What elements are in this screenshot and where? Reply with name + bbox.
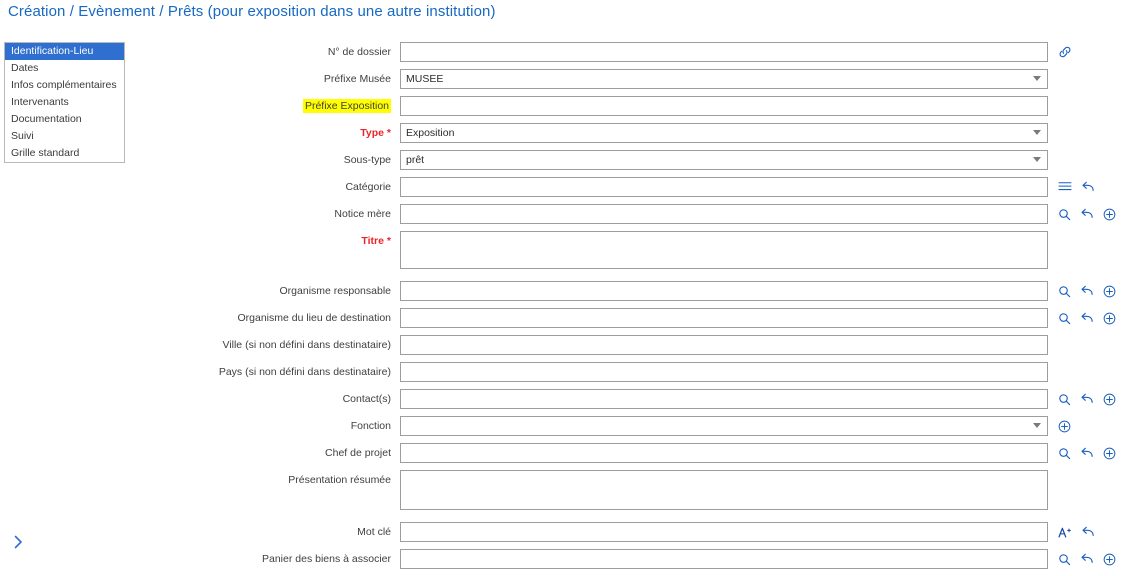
field-label [140, 549, 400, 569]
field-select[interactable] [400, 69, 1048, 89]
field-action-icons [1058, 550, 1116, 568]
form-row [140, 42, 1120, 62]
field-input[interactable] [400, 362, 1048, 382]
field-label [140, 416, 400, 436]
field-label [140, 362, 400, 382]
field-input[interactable] [400, 549, 1048, 569]
field-input[interactable] [400, 335, 1048, 355]
sidebar-item-2[interactable]: Infos complémentaires [11, 79, 117, 91]
field-label [140, 522, 400, 542]
field-action-icons [1058, 205, 1116, 223]
plus-circle-icon[interactable] [1103, 285, 1116, 298]
field-container [400, 177, 1048, 197]
form-row [140, 470, 1120, 515]
undo-icon[interactable] [1081, 526, 1095, 538]
plus-circle-icon[interactable] [1103, 447, 1116, 460]
field-label [140, 69, 400, 89]
plus-circle-icon[interactable] [1103, 393, 1116, 406]
field-action-icons [1058, 417, 1071, 435]
form-row [140, 335, 1120, 355]
search-icon[interactable] [1058, 393, 1071, 406]
field-container [400, 69, 1048, 89]
field-label [140, 231, 400, 251]
undo-icon[interactable] [1080, 285, 1094, 297]
field-select-value[interactable] [400, 69, 1048, 89]
field-action-icons [1058, 309, 1116, 327]
form-row [140, 362, 1120, 382]
sidebar-item-4[interactable]: Documentation [11, 113, 82, 125]
undo-icon[interactable] [1080, 393, 1094, 405]
field-action-icons [1058, 523, 1095, 541]
field-container [400, 281, 1048, 301]
sidebar-item-1[interactable]: Dates [11, 62, 39, 74]
search-icon[interactable] [1058, 312, 1071, 325]
form-row [140, 177, 1120, 197]
field-select-value[interactable] [400, 150, 1048, 170]
field-container [400, 204, 1048, 224]
field-input[interactable] [400, 522, 1048, 542]
field-label-text: Notice mère [334, 208, 391, 220]
field-container [400, 96, 1048, 116]
form-row [140, 281, 1120, 301]
list-icon[interactable] [1058, 181, 1072, 193]
undo-icon[interactable] [1080, 208, 1094, 220]
field-container [400, 150, 1048, 170]
field-action-icons [1058, 282, 1116, 300]
field-input[interactable] [400, 177, 1048, 197]
field-label-text: Chef de projet [325, 447, 391, 459]
field-label [140, 96, 400, 116]
field-container [400, 123, 1048, 143]
form-row [140, 123, 1120, 143]
field-container [400, 416, 1048, 436]
undo-icon[interactable] [1080, 553, 1094, 565]
form-row [140, 416, 1120, 436]
search-icon[interactable] [1058, 208, 1071, 221]
field-container [400, 549, 1048, 569]
form-row [140, 204, 1120, 224]
field-select[interactable] [400, 416, 1048, 436]
sidebar-expand-toggle[interactable] [10, 534, 28, 552]
sidebar-item-5[interactable]: Suivi [11, 130, 34, 142]
field-container [400, 42, 1048, 62]
field-label [140, 204, 400, 224]
field-label-text: Mot clé [357, 526, 391, 538]
sidebar-item-0[interactable]: Identification-Lieu [5, 43, 124, 60]
required-marker: * [386, 235, 391, 247]
field-label [140, 335, 400, 355]
plus-circle-icon[interactable] [1103, 553, 1116, 566]
field-label-text: Panier des biens à associer [262, 553, 391, 565]
field-label [140, 443, 400, 463]
field-input[interactable] [400, 443, 1048, 463]
search-icon[interactable] [1058, 447, 1071, 460]
form-row [140, 231, 1120, 274]
field-action-icons [1058, 390, 1116, 408]
field-input[interactable] [400, 389, 1048, 409]
field-action-icons [1058, 43, 1072, 61]
field-select-value[interactable] [400, 123, 1048, 143]
field-label-text: Titre [361, 235, 384, 247]
field-select[interactable] [400, 150, 1048, 170]
form-row [140, 308, 1120, 328]
undo-icon[interactable] [1081, 181, 1095, 193]
form-row [140, 549, 1120, 569]
field-label [140, 308, 400, 328]
sidebar-tab-list [4, 42, 125, 163]
field-label-text: Sous-type [343, 154, 391, 166]
field-select[interactable] [400, 123, 1048, 143]
field-label-text: Ville (si non défini dans destinataire) [222, 339, 391, 351]
page-title: Création / Evènement / Prêts (pour exposition dans une autre institution) [8, 3, 496, 20]
field-container [400, 389, 1048, 409]
field-label [140, 389, 400, 409]
field-label-text: Pays (si non défini dans destinataire) [218, 366, 391, 378]
form-row [140, 96, 1120, 116]
field-label-text: Organisme responsable [279, 285, 391, 297]
field-label [140, 123, 400, 143]
field-label [140, 470, 400, 490]
plus-circle-icon[interactable] [1103, 208, 1116, 221]
field-container [400, 231, 1048, 274]
field-label-text: Type [360, 127, 384, 139]
form-row [140, 150, 1120, 170]
text-tag-icon[interactable] [1058, 526, 1072, 539]
search-icon[interactable] [1058, 285, 1071, 298]
link-icon[interactable] [1058, 45, 1072, 59]
field-label [140, 42, 400, 62]
field-textarea[interactable] [400, 231, 1048, 269]
form-row [140, 389, 1120, 409]
form-row [140, 69, 1120, 89]
undo-icon[interactable] [1080, 312, 1094, 324]
field-label [140, 177, 400, 197]
form-row [140, 522, 1120, 542]
search-icon[interactable] [1058, 553, 1071, 566]
field-label-text: Catégorie [345, 181, 391, 193]
field-container [400, 362, 1048, 382]
field-textarea[interactable] [400, 470, 1048, 510]
sidebar-item-6[interactable]: Grille standard [11, 147, 80, 159]
plus-circle-icon[interactable] [1103, 312, 1116, 325]
field-label-text: N° de dossier [327, 46, 391, 58]
field-action-icons [1058, 178, 1095, 196]
undo-icon[interactable] [1080, 447, 1094, 459]
field-input[interactable] [400, 42, 1048, 62]
field-label-text: Préfixe Musée [323, 73, 391, 85]
field-label [140, 281, 400, 301]
field-label-text: Présentation résumée [288, 474, 391, 486]
field-container [400, 335, 1048, 355]
field-container [400, 470, 1048, 515]
field-action-icons [1058, 444, 1116, 462]
field-select-value[interactable] [400, 416, 1048, 436]
field-input[interactable] [400, 204, 1048, 224]
field-container [400, 522, 1048, 542]
field-container [400, 443, 1048, 463]
required-marker: * [386, 127, 391, 139]
chevron-right-icon [10, 534, 26, 550]
field-label-text: Organisme du lieu de destination [237, 312, 391, 324]
event-creation-form [140, 42, 1120, 576]
field-label-text: Contact(s) [342, 393, 391, 405]
field-input[interactable] [400, 281, 1048, 301]
field-label-text: Préfixe Exposition [304, 100, 389, 112]
form-row [140, 443, 1120, 463]
field-input[interactable] [400, 96, 1048, 116]
field-label [140, 150, 400, 170]
field-container [400, 308, 1048, 328]
sidebar-item-3[interactable]: Intervenants [11, 96, 69, 108]
field-label-text: Fonction [350, 420, 391, 432]
field-input[interactable] [400, 308, 1048, 328]
plus-circle-icon[interactable] [1058, 420, 1071, 433]
